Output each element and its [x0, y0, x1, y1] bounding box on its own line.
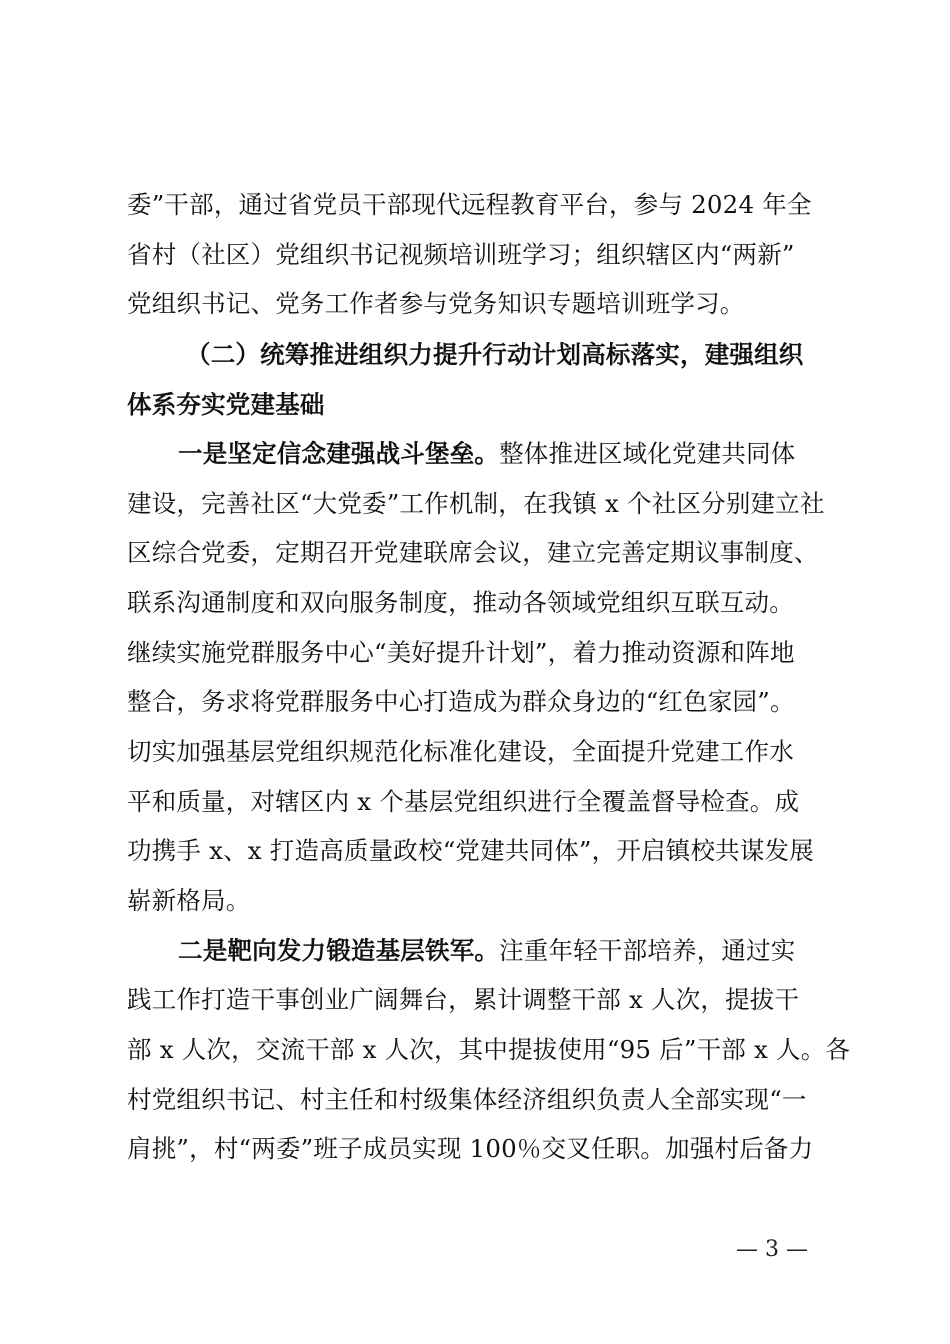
section-heading-continued: 体系夯实党建基础 [127, 390, 325, 419]
paragraph-1-lead-text: 整体推进区域化党建共同体 [499, 439, 796, 468]
body-text-line: 村党组织书记、村主任和村级集体经济组织负责人全部实现“一 [127, 1085, 807, 1114]
paragraph-1-lead-heading: 一是坚定信念建强战斗堡垒。 [178, 439, 500, 468]
paragraph-1-first-line [178, 439, 796, 469]
body-text-line: 整合，务求将党群服务中心打造成为群众身边的“红色家园”。 [127, 687, 795, 716]
body-text-line: 功携手 x、x 打造高质量政校“党建共同体”，开启镇校共谋发展 [127, 836, 814, 865]
section-heading: （二）统筹推进组织力提升行动计划高标落实，建强组织 [186, 340, 804, 369]
page-number: — 3 — [736, 1237, 808, 1262]
body-text-line: 党组织书记、党务工作者参与党务知识专题培训班学习。 [127, 289, 745, 318]
body-text-line: 省村（社区）党组织书记视频培训班学习；组织辖区内“两新” [127, 240, 795, 269]
body-text-line: 部 x 人次，交流干部 x 人次，其中提拔使用“95 后”干部 x 人。各 [127, 1035, 851, 1064]
body-text-line: 践工作打造干事创业广阔舞台，累计调整干部 x 人次，提拔干 [127, 985, 800, 1014]
body-text-line: 肩挑”，村“两委”班子成员实现 100％交叉任职。加强村后备力 [127, 1134, 814, 1163]
body-text-line: 委”干部，通过省党员干部现代远程教育平台，参与 2024 年全 [127, 190, 812, 219]
body-text-line: 继续实施党群服务中心“美好提升计划”，着力推动资源和阵地 [127, 638, 795, 667]
body-text-line: 建设，完善社区“大党委”工作机制，在我镇 x 个社区分别建立社 [127, 489, 825, 518]
paragraph-2-first-line [178, 936, 796, 966]
paragraph-2-lead-heading: 二是靶向发力锻造基层铁军。 [178, 936, 500, 965]
body-text-line: 崭新格局。 [127, 886, 251, 915]
body-text-line: 联系沟通制度和双向服务制度，推动各领域党组织互联互动。 [127, 588, 794, 617]
body-text-line: 区综合党委，定期召开党建联席会议，建立完善定期议事制度、 [127, 538, 819, 567]
paragraph-2-lead-text: 注重年轻干部培养，通过实 [499, 936, 796, 965]
body-text-line: 切实加强基层党组织规范化标准化建设，全面提升党建工作水 [127, 737, 794, 766]
body-text-line: 平和质量，对辖区内 x 个基层党组织进行全覆盖督导检查。成 [127, 787, 800, 816]
